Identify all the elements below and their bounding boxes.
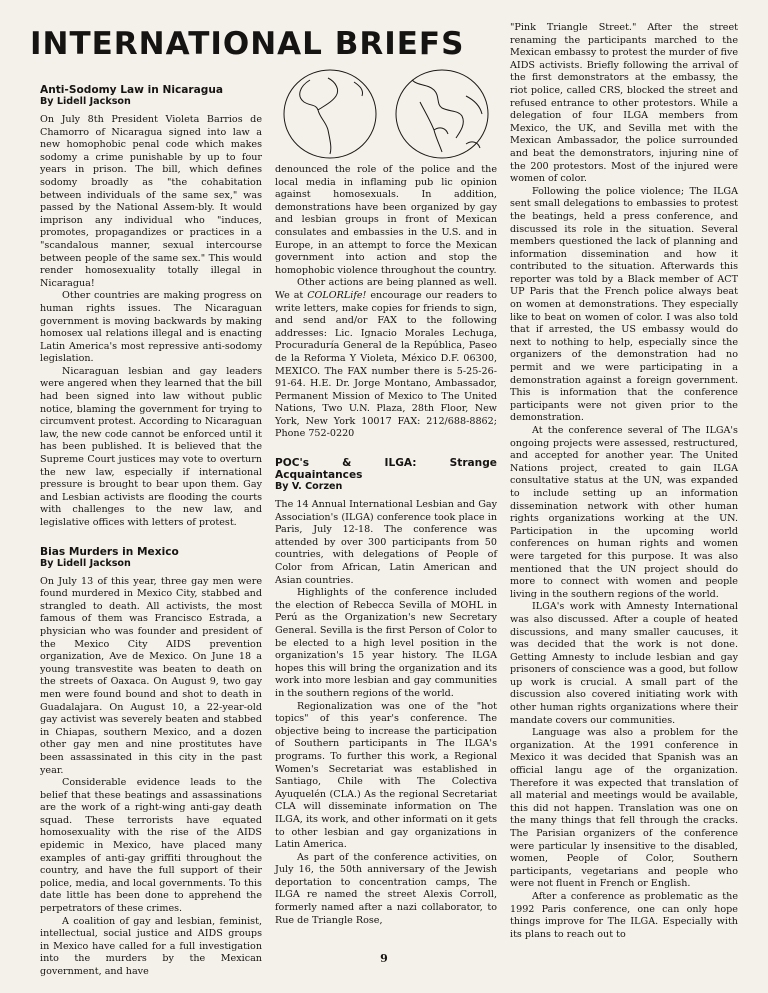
paragraph: Following the police violence; The ILGA sent small delegations to embassies to protest the beatings, held a press conference, and discussed its role in the situation. Several members questioned the lack of planning and information dissemination and how it contributed to the situation. Afterwards this reporter was told by a Black member of ACT UP Paris that the French police always beat on women at demonstrations. They especially like to beat on women of color. I was also told that if arrested, the US embassy would do next to nothing to help, especially since the organizers of the demonstration had no permit and we were participating in a demonstration against a foreign government. This is information that the conference participants were not given prior to the demonstration. xyxy=(510,185,738,424)
paragraph: On July 13 of this year, three gay men were found murdered in Mexico City, stabbed and strangled to death. All activists, the most famous of them was Francisco Estrada, a physician who was founder and president of the Mexico City AIDS prevention organization, Ave de Mexico. On June 18 a young transvestite was beaten to death on the streets of Oaxaca. On August 9, two gay men were found bound and shot to death in Guadalajara. On August 10, a 22-year-old gay activist was severely beaten and stabbed in Chiapas, southern Mexico, and a dozen other gay men and nine prostitutes have been assassinated in this city in the past year. xyxy=(40,575,262,776)
column-1 xyxy=(40,84,262,979)
article-title: Anti-Sodomy Law in Nicaragua xyxy=(40,84,224,96)
world-map-illustration xyxy=(270,66,502,162)
paragraph: The 14 Annual International Lesbian and Gay Association's (ILGA) conference took place in Paris, July 12-18. The conference was attended by over 300 participants from 50 countries, with delegations of People of Color from African, Latin American and Asian countries. xyxy=(275,499,497,586)
paragraph: denounced the role of the police and the local media in inflaming pub lic opinion against homosexuals. In addition, demonstrations have been organized by gay and lesbian groups in front of Mexican consulates and embassies in the U.S. and in Europe, in an attempt to force the Mexican government into action and stop the homophobic violence throughout the country. xyxy=(275,164,497,276)
page-number: 9 xyxy=(380,952,388,965)
article-title: Bias Murders in Mexico xyxy=(40,545,179,558)
paragraph: On July 8th President Violeta Barrios de Chamorro of Nicaragua signed into law a new homophobic penal code which makes sodomy a crime punishable by up to four years in prison. The bill, which defines sodomy broadly as "the cohabitation between individuals of the same sex," was passed by the National Assem-bly. It would imprison any individual who "induces, promotes, propagandizes or practices in a "scandalous manner, sexual intercourse between people of the same sex." This would render homosexuality totally illegal in Nicaragua! xyxy=(40,114,262,289)
column-3 xyxy=(510,22,738,941)
paragraph: Highlights of the conference included the election of Rebecca Sevilla of MOHL in Perú as the Organization's new Secretary General. Sevilla is the first Person of Color to be elected to a high level position in the organization's 15 year history. The ILGA hopes this will bring the organization and its work into more lesbian and gay communities in the southern regions of the world. xyxy=(275,587,497,699)
column-2 xyxy=(275,164,497,927)
article-title: POC's & ILGA: Strange Acquaintances xyxy=(275,457,497,482)
paragraph: Considerable evidence leads to the belief that these beatings and assassinations are the work of a right-wing anti-gay death squad. These terrorists have equated homosexuality with the rise of the AIDS epidemic in Mexico, have placed many examples of anti-gay griffiti throughout the country, and have the full support of their police, media, and local governments. To this date little has been done to apprehend the perpetrators of these crimes. xyxy=(40,777,262,915)
paragraph: "Pink Triangle Street." After the street renaming the participants marched to the Mexican embassy to protest the murder of five AIDS activists. Briefly following the arrival of the first demonstrators at the embassy, the riot police, called CRS, blocked the street and refused entrance to other protestors. While a delegation of four ILGA members from Mexico, the UK, and Sevilla met with the Mexican Ambassador, the police surrounded and beat the demonstrators, injuring nine of the 200 protestors. Most of the injured were women of color. xyxy=(510,22,738,185)
byline: By V. Corzen xyxy=(275,481,343,493)
byline: By Lidell Jackson xyxy=(40,557,131,569)
paragraph: Regionalization was one of the "hot topics" of this year's conference. The objective being to increase the participation of Southern participants in The ILGA's programs. To further this work, a Regional Women's Secretariat was established in Santiago, Chile with The Colectiva Ayuquelén (CLA.) As the regional Secretariat CLA will disseminate information on The ILGA, its work, and other informati on it gets to other lesbian and gay organizations in Latin America. xyxy=(275,700,497,851)
paragraph: Other countries are making progress on human rights issues. The Nicaraguan government is moving backwards by making homosex ual relations illegal and is enacting Latin America's most repressive anti-sodomy legislation. xyxy=(40,290,262,365)
paragraph-text: Other actions are being planned as well. We at xyxy=(275,277,497,301)
byline: By Lidell Jackson xyxy=(40,96,131,107)
page-headline: INTERNATIONAL BRIEFS xyxy=(30,26,465,62)
paragraph: As part of the conference activities, on July 16, the 50th anniversary of the Jewish deportation to concentration camps, The ILGA re named the street Alexis Corroll, formerly named after a nazi collaborator, to Rue de Triangle Rose, xyxy=(275,851,497,926)
paragraph: ILGA's work with Amnesty International was also discussed. After a couple of heated discussions, and many smaller caucuses, it was decided that the work is not done. Getting Amnesty to include lesbian and gay prisoners of conscience was a good, but follow up work is crucial. A small part of the discussion also covered initiating work with other human rights organizations where their mandate covers our communities. xyxy=(510,601,738,726)
paragraph: Language was also a problem for the organization. At the 1991 conference in Mexico it was decided that Spanish was an official langu age of the organization. Therefore it was expected that translation of all material and meetings would be available, this did not happen. Translation was one on the many things that fell through the cracks. The Parisian organizers of the conference were particular ly insensitive to the disabled, women, People of Color, Southern participants, vegetarians and people who were not fluent in French or English. xyxy=(510,727,738,890)
paragraph: After a conference as problematic as the 1992 Paris conference, one can only hope things improve for The ILGA. Especially with its plans to reach out to xyxy=(510,890,738,940)
paragraph: Nicaraguan lesbian and gay leaders were angered when they learned that the bill had been signed into law without public notice, blaming the government for trying to circumvent protest. According to Nicaraguan law, the new code cannot be enforced until it has been published. It is believed that the Supreme Court justices may vote to overturn the new law, especially if international pressure is brought to bear upon them. Gay and Lesbian activists are flooding the courts with challenges to the new law, and legislative offices with letters of protest. xyxy=(40,365,262,528)
eastern-hemisphere-globe xyxy=(396,70,488,158)
paragraph: At the conference several of The ILGA's ongoing projects were assessed, restructured, and accepted for another year. The United Nations project, created to gain ILGA consultative status at the UN, was expanded to include setting up an information dissemination network with other human rights organizations working at the UN. Participation in the upcoming world conferences on human rights and women were targeted for this purpose. It was also mentioned that the UN project should do more to connect with women and people living in the southern regions of the world. xyxy=(510,425,738,600)
paragraph-text: encourage our readers to write letters, make copies for friends to sign, and send and/or FAX to the following addresses: Lic. Ignacio Morales Lechuga, Procuraduría General de la República, Paseo de la Reforma Y Violeta, México D.F. 06300, MEXICO. The FAX number there is 5-25-26-91-64. H.E. Dr. Jorge Montano, Ambassador, Permanent Mission of Mexico to The United Nations, Two U.N. Plaza, 28th Floor, New York, New York 10017 FAX: 212/688-8862; Phone 752-0220 xyxy=(275,289,497,440)
paragraph: A coalition of gay and lesbian, feminist, intellectual, social justice and AIDS groups in Mexico have called for a full investigation into the murders by the Mexican government, and have xyxy=(40,915,262,977)
magazine-name: COLORLife! xyxy=(307,289,367,301)
paragraph xyxy=(275,277,497,441)
